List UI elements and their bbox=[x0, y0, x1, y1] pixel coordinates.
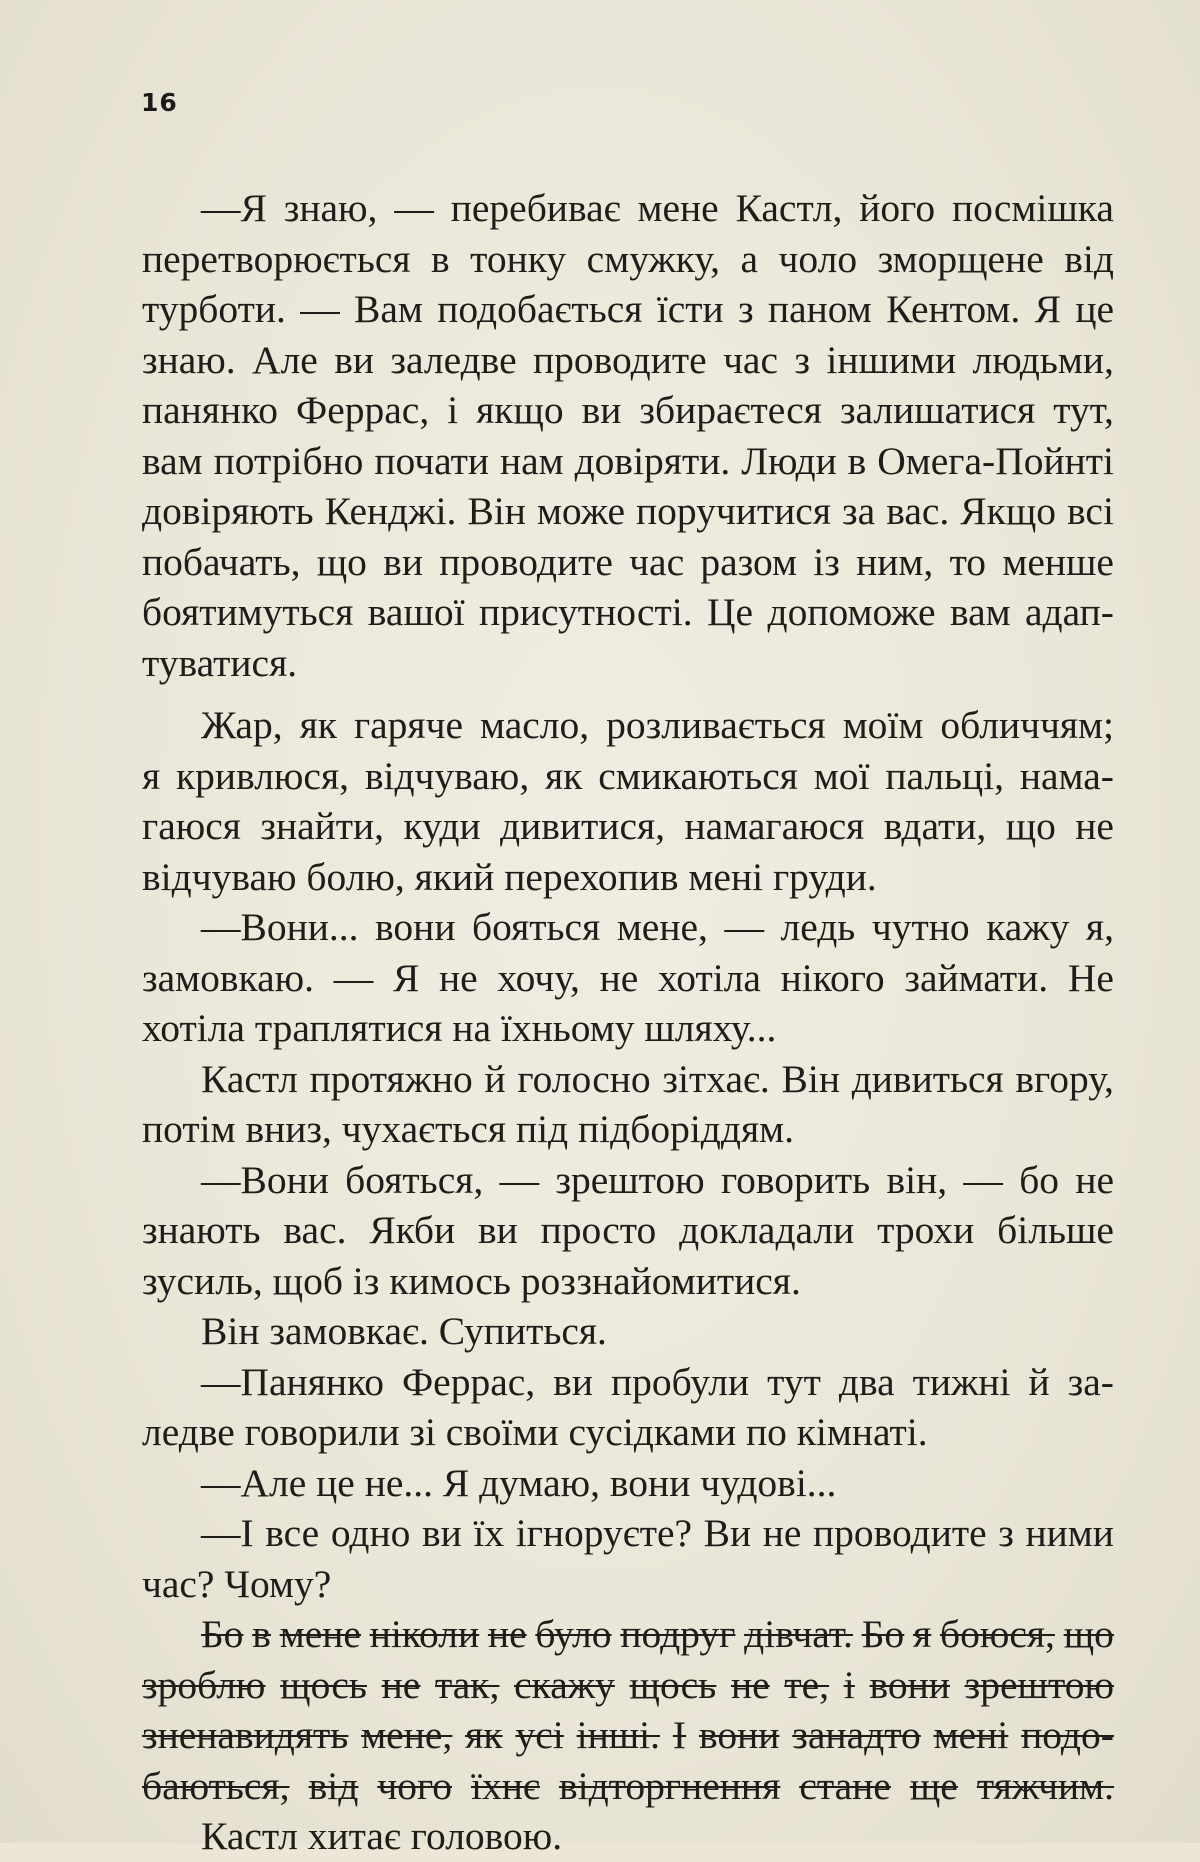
text-line: побачать, що ви проводите час разом із ним, то менше bbox=[142, 539, 1114, 584]
text-line: —І все одно ви їх ігноруєте? Ви не проводите з ними bbox=[201, 1511, 1114, 1555]
main-text bbox=[142, 183, 1114, 1609]
text-line: —Але це не... Я думаю, вони чудові... bbox=[201, 1460, 837, 1505]
text-line: —Вони... вони бояться мене, — ледь чутно кажу я, bbox=[201, 905, 1114, 949]
text-line: час? Чому? bbox=[142, 1561, 332, 1606]
page-number: 16 bbox=[141, 88, 178, 117]
text-line: турботи. — Вам подобається їсти з паном Кентом. Я це bbox=[142, 287, 1114, 331]
text-line: знають вас. Якби ви просто докладали трохи більше bbox=[142, 1208, 1114, 1252]
text-line: Кастл хитає головою. bbox=[201, 1814, 563, 1858]
body-text bbox=[142, 183, 1114, 1862]
text-line: я кривлюся, відчуваю, як смикаються мої пальці, нама- bbox=[142, 753, 1114, 798]
text-line: замовкаю. — Я не хочу, не хотіла нікого займати. Не bbox=[142, 955, 1114, 1000]
text-line: потім вниз, чухається під підборіддям. bbox=[142, 1107, 795, 1151]
text-line: Кастл протяжно й голосно зітхає. Він дивиться вгору, bbox=[201, 1056, 1114, 1101]
text-line: довіряють Кенджі. Він може поручитися за вас. Якщо всі bbox=[142, 489, 1114, 533]
text-line: гаюся знайти, куди дивитися, намагаюся вдати, що не bbox=[142, 804, 1114, 848]
text-line: Він замовкає. Супиться. bbox=[201, 1309, 607, 1353]
closing-text bbox=[142, 1811, 1114, 1862]
text-line: —Панянко Феррас, ви пробули тут два тижні й за- bbox=[201, 1359, 1114, 1404]
text-line: —Я знаю, — перебиває мене Кастл, його посмішка bbox=[201, 186, 1114, 230]
text-line: зненавидять мене, як усі інші. І вони занадто мені подо- bbox=[142, 1713, 1114, 1757]
text-line: панянко Феррас, і якщо ви збираєтеся залишатися тут, bbox=[142, 388, 1114, 432]
struck-through-text bbox=[142, 1609, 1114, 1811]
text-line: хотіла траплятися на їхньому шляху... bbox=[142, 1006, 777, 1050]
text-line: ледве говорили зі своїми сусідками по кімнаті. bbox=[142, 1410, 928, 1454]
text-line: боятимуться вашої присутності. Це допоможе вам адап- bbox=[142, 590, 1114, 634]
text-line: відчуваю болю, який перехопив мені груди. bbox=[142, 854, 877, 899]
text-line: Бо в мене ніколи не було подруг дівчат. Бо я боюся, що bbox=[201, 1612, 1114, 1656]
text-line: —Вони бояться, — зрештою говорить він, — бо не bbox=[201, 1157, 1114, 1202]
text-line: баються, від чого їхнє відторгнення стане ще тяжчим. bbox=[142, 1763, 1114, 1808]
text-line: зусиль, щоб із кимось роззнайомитися. bbox=[142, 1258, 801, 1303]
text-line: вам потрібно почати нам довіряти. Люди в Омега-Пойнті bbox=[142, 438, 1114, 483]
text-line: туватися. bbox=[142, 640, 298, 685]
text-line: Жар, як гаряче масло, розливається моїм обличчям; bbox=[201, 703, 1114, 747]
text-line: знаю. Але ви заледве проводите час з іншими людьми, bbox=[142, 337, 1114, 382]
text-line: перетворюється в тонку смужку, а чоло зморщене від bbox=[142, 236, 1114, 281]
text-line: зроблю щось не так, скажу щось не те, і вони зрештою bbox=[142, 1662, 1114, 1707]
